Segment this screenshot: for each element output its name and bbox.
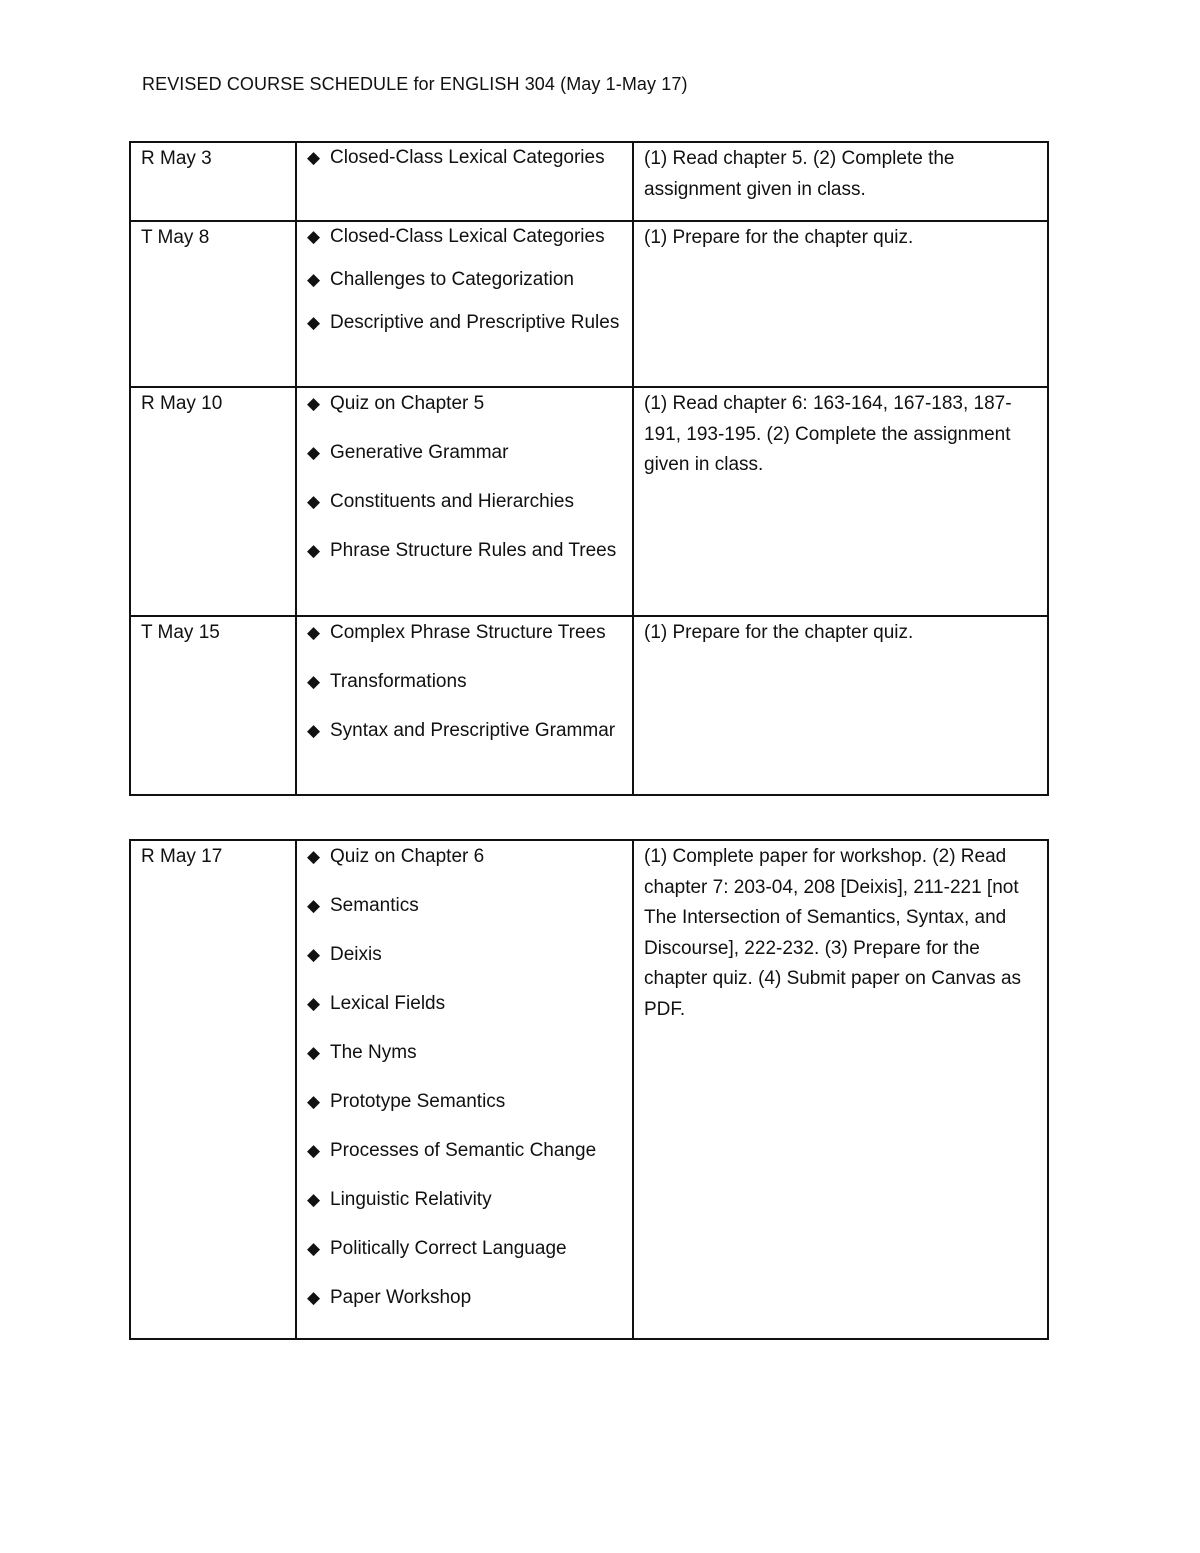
diamond-bullet-icon: ◆ [307, 1239, 321, 1258]
topics-cell [296, 840, 633, 1339]
topic-label: Syntax and Prescriptive Grammar [330, 720, 616, 741]
list-item [307, 842, 622, 872]
schedule-table [129, 141, 1049, 796]
diamond-bullet-icon: ◆ [307, 672, 321, 691]
assignment-cell [633, 142, 1048, 221]
diamond-bullet-icon: ◆ [307, 313, 321, 332]
date-cell: R May 10 [130, 387, 296, 616]
diamond-bullet-icon: ◆ [307, 443, 321, 462]
list-item [307, 1136, 622, 1166]
topic-label: Paper Workshop [330, 1287, 472, 1308]
topic-list [307, 144, 622, 171]
diamond-bullet-icon: ◆ [307, 1092, 321, 1111]
diamond-bullet-icon: ◆ [307, 721, 321, 740]
list-item [307, 389, 622, 419]
list-item [307, 266, 622, 293]
diamond-bullet-icon: ◆ [307, 541, 321, 560]
diamond-bullet-icon: ◆ [307, 896, 321, 915]
table-row [130, 221, 1048, 387]
diamond-bullet-icon: ◆ [307, 945, 321, 964]
list-item [307, 1185, 622, 1215]
topic-label: Quiz on Chapter 5 [330, 393, 485, 414]
list-item [307, 667, 622, 697]
topic-label: Prototype Semantics [330, 1091, 506, 1112]
schedule-table [129, 839, 1049, 1340]
date-cell: T May 15 [130, 616, 296, 795]
topics-cell [296, 387, 633, 616]
diamond-bullet-icon: ◆ [307, 492, 321, 511]
date-cell: R May 17 [130, 840, 296, 1339]
list-item [307, 716, 622, 746]
topic-list [307, 842, 622, 1313]
topic-label: Deixis [330, 944, 382, 965]
diamond-bullet-icon: ◆ [307, 1043, 321, 1062]
assignment-cell [633, 387, 1048, 616]
assignment-text: (1) Complete paper for workshop. (2) Read chapter 7: 203-04, 208 [Deixis], 211-221 [not The Intersection of Semantics, Syntax, and Discourse], 222-232. (3) Prepare for the chapter quiz. (4) Submit paper on Canvas as PDF. [644, 846, 1022, 1020]
diamond-bullet-icon: ◆ [307, 227, 321, 246]
assignment-text: (1) Prepare for the chapter quiz. [644, 227, 914, 248]
diamond-bullet-icon: ◆ [307, 1288, 321, 1307]
diamond-bullet-icon: ◆ [307, 847, 321, 866]
date-cell: T May 8 [130, 221, 296, 387]
topic-label: Generative Grammar [330, 442, 509, 463]
topics-cell [296, 221, 633, 387]
table-row [130, 616, 1048, 795]
list-item [307, 618, 622, 648]
diamond-bullet-icon: ◆ [307, 623, 321, 642]
topic-label: Phrase Structure Rules and Trees [330, 540, 617, 561]
list-item [307, 989, 622, 1019]
topic-label: Challenges to Categorization [330, 269, 574, 290]
topic-label: The Nyms [330, 1042, 417, 1063]
diamond-bullet-icon: ◆ [307, 394, 321, 413]
list-item [307, 1087, 622, 1117]
topic-label: Processes of Semantic Change [330, 1140, 597, 1161]
list-item [307, 536, 622, 566]
page-title: REVISED COURSE SCHEDULE for ENGLISH 304 (May 1-May 17) [142, 74, 688, 94]
diamond-bullet-icon: ◆ [307, 994, 321, 1013]
topic-label: Politically Correct Language [330, 1238, 567, 1259]
topic-list [307, 389, 622, 566]
assignment-text: (1) Prepare for the chapter quiz. [644, 622, 914, 643]
list-item [307, 891, 622, 921]
list-item [307, 1283, 622, 1313]
list-item [307, 144, 622, 171]
list-item [307, 487, 622, 517]
assignment-cell [633, 840, 1048, 1339]
topic-label: Semantics [330, 895, 419, 916]
assignment-cell [633, 616, 1048, 795]
topics-cell [296, 616, 633, 795]
list-item [307, 438, 622, 468]
topic-label: Descriptive and Prescriptive Rules [330, 312, 620, 333]
topic-list [307, 618, 622, 746]
topic-label: Constituents and Hierarchies [330, 491, 574, 512]
list-item [307, 1234, 622, 1264]
topics-cell [296, 142, 633, 221]
diamond-bullet-icon: ◆ [307, 1141, 321, 1160]
topic-label: Closed-Class Lexical Categories [330, 226, 605, 247]
topic-label: Quiz on Chapter 6 [330, 846, 485, 867]
list-item [307, 223, 622, 250]
diamond-bullet-icon: ◆ [307, 1190, 321, 1209]
topic-label: Linguistic Relativity [330, 1189, 492, 1210]
assignment-text: (1) Read chapter 6: 163-164, 167-183, 187-191, 193-195. (2) Complete the assignment given in class. [644, 393, 1012, 475]
list-item [307, 309, 622, 336]
table-row [130, 142, 1048, 221]
topic-label: Transformations [330, 671, 467, 692]
topic-label: Lexical Fields [330, 993, 446, 1014]
diamond-bullet-icon: ◆ [307, 148, 321, 167]
assignment-text: (1) Read chapter 5. (2) Complete the assignment given in class. [644, 148, 955, 200]
list-item [307, 1038, 622, 1068]
assignment-cell [633, 221, 1048, 387]
diamond-bullet-icon: ◆ [307, 270, 321, 289]
topic-list [307, 223, 622, 336]
table-row [130, 387, 1048, 616]
date-cell: R May 3 [130, 142, 296, 221]
table-row [130, 840, 1048, 1339]
topic-label: Closed-Class Lexical Categories [330, 147, 605, 168]
list-item [307, 940, 622, 970]
topic-label: Complex Phrase Structure Trees [330, 622, 606, 643]
